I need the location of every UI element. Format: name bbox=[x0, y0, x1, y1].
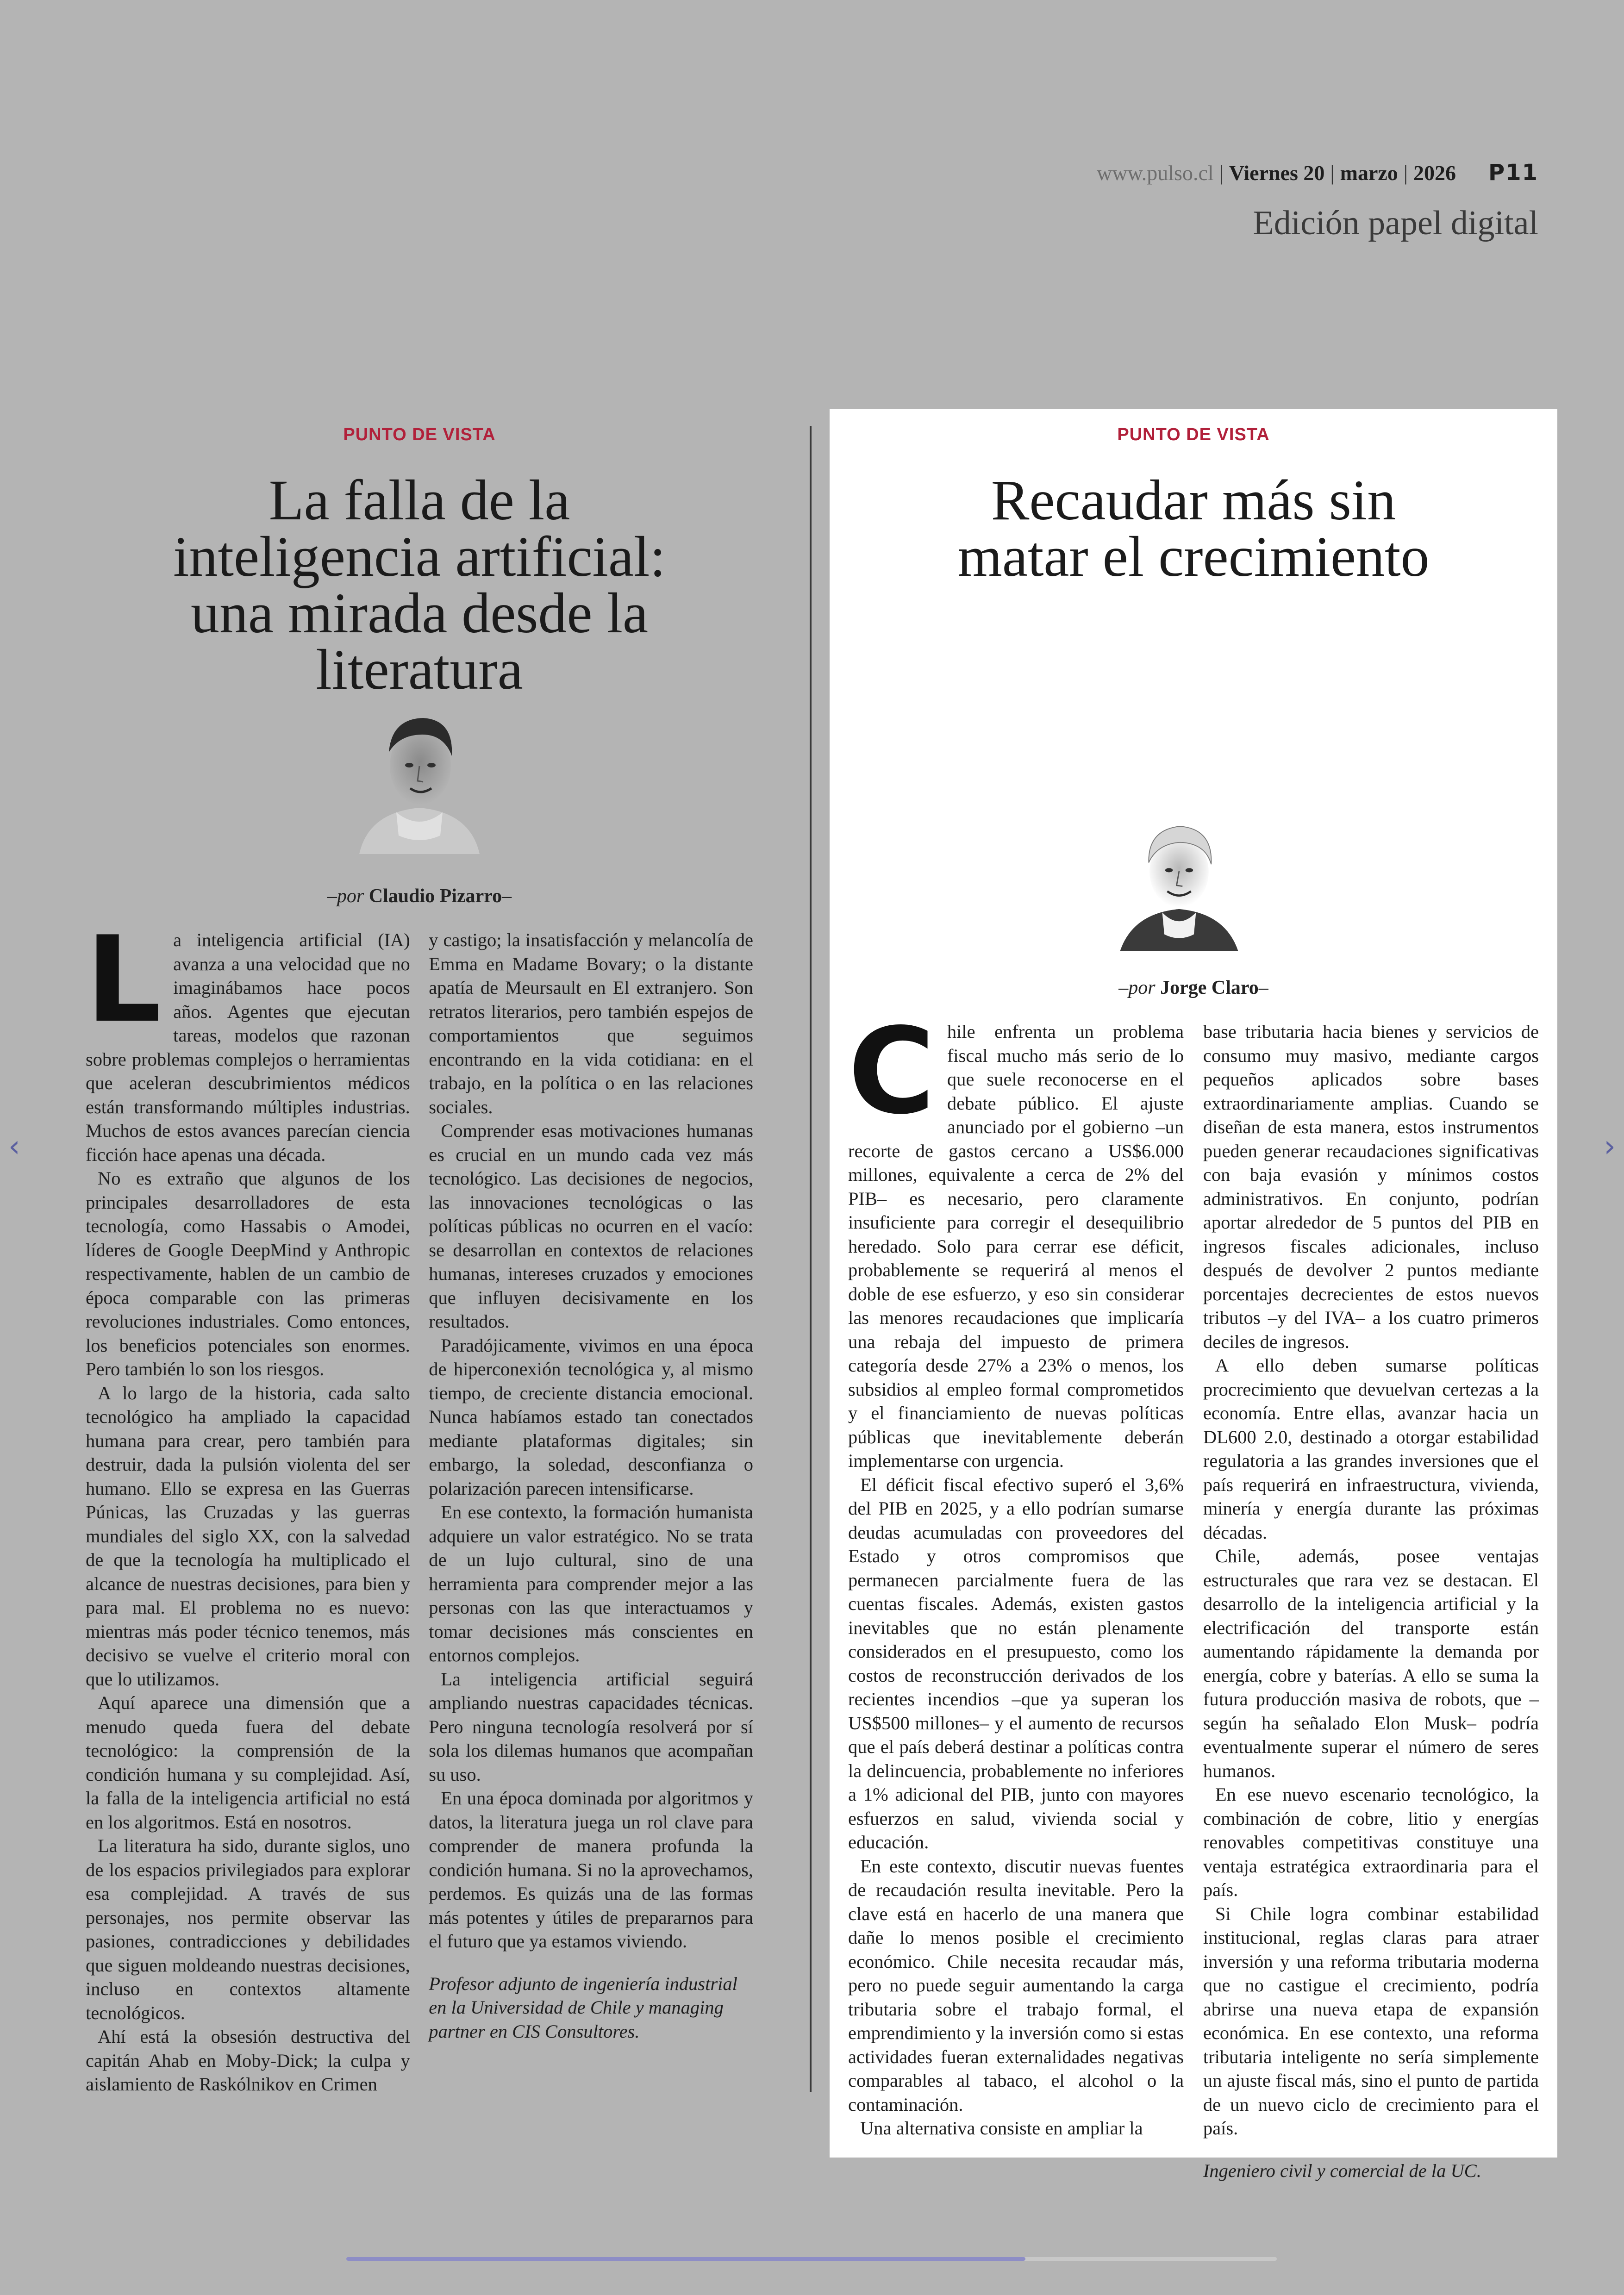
body-column-1 bbox=[848, 1003, 1184, 2183]
column-divider bbox=[810, 426, 812, 2092]
author-note: Ingeniero civil y comercial de la UC. bbox=[1203, 2160, 1481, 2181]
body-paragraph: Chile, además, posee ventajas estructurales que rara vez se destacan. El desarrollo de la inteligencia artificial y la electrificación del transporte están aumentando rápidamente la demanda por energía, cobre y baterías. A ello se suma la futura producción masiva de robots, que –según ha señalado Elon Musk– podría eventualmente superar el número de seres humanos. bbox=[1203, 1546, 1539, 1781]
article-right bbox=[848, 0, 1539, 2295]
author-portrait bbox=[1107, 808, 1251, 951]
article-headline: Recaudar más sin matar el crecimiento bbox=[957, 468, 1430, 588]
issue-month: marzo bbox=[1340, 161, 1398, 185]
body-paragraph: La literatura ha sido, durante siglos, uno de los espacios privilegiados para explorar esa complejidad. A través de sus personajes, nos permite observar las pasiones, contradicciones y debilidades que siguen moldeando nuestras decisiones, incluso en contextos altamente tecnológicos. bbox=[86, 1835, 410, 2023]
body-paragraph: En este contexto, discutir nuevas fuentes de recaudación resulta inevitable. Pero la clave está en hacerlo de una manera que dañe lo menos posible el crecimiento económico. Chile necesita recaudar más, pero no puede seguir aumentando la carga tributaria sobre el trabajo formal, el emprendimiento y la inversión como si estas actividades fueran externalidades negativas comparables al tabaco, el alcohol o la contaminación. bbox=[848, 1855, 1184, 2115]
body-column-2 bbox=[1203, 1020, 1539, 2183]
page-progress-fill bbox=[346, 2257, 1025, 2261]
byline-suffix: – bbox=[502, 886, 512, 907]
issue-day: Viernes 20 bbox=[1229, 161, 1325, 185]
body-paragraph: base tributaria hacia bienes y servicios de consumo muy masivo, mediante cargos pequeños aplicados sobre bases extraordinariamente amplias. Cuando se diseñan de esta manera, estos instrumentos pueden generar recaudaciones significativas con baja evasión y mínimos costos administrativos. En conjunto, podrían aportar alrededor de 5 puntos del PIB en ingresos fiscales adicionales, incluso después de devolver 2 puntos mediante porcentajes decrecientes de estos nuevos tributos –y del IVA– a los cuatro primeros deciles de ingresos. bbox=[1203, 1021, 1539, 1352]
masthead-separator: | bbox=[1403, 161, 1408, 185]
paragraph-text: a inteligencia artificial (IA) avanza a una velocidad que no imaginábamos hace pocos años. Agentes que ejecutan tareas, modelos que razonan sobre problemas complejos o herramientas que aceleran descubrimientos médicos están transformando múltiples industrias. Muchos de estos avances parecían ciencia ficción hace apenas una década. bbox=[86, 929, 410, 1165]
body-paragraph: No es extraño que algunos de los principales desarrolladores de esta tecnología, como Hassabis o Amodei, líderes de Google DeepMind y Anthropic respectivamente, hablen de un cambio de época comparable con las primeras revoluciones industriales. Como entonces, los beneficios potenciales son enormes. Pero también lo son los riesgos. bbox=[86, 1168, 410, 1379]
author-portrait bbox=[341, 697, 498, 854]
body-paragraph bbox=[86, 911, 410, 1166]
masthead-separator: | bbox=[1330, 161, 1335, 185]
body-paragraph: El déficit fiscal efectivo superó el 3,6% del PIB en 2025, y a ello podrían sumarse deudas acumuladas con proveedores del Estado y otros compromisos que permanecen parcialmente fuera de las cuentas fiscales. Además, existen gastos inevitables que no están plenamente considerados en el presupuesto, como los costos de reconstrucción derivados de los recientes incendios –que ya superan los US$500 millones– y el aumento de recursos que el país deberá destinar a políticas contra la delincuencia, probablemente no inferiores a 1% adicional del PIB, junto con mayores esfuerzos en salud, vivienda social y educación. bbox=[848, 1474, 1184, 1852]
body-paragraph: Comprender esas motivaciones humanas es crucial en un mundo cada vez más tecnológico. Las decisiones de negocios, las innovaciones tecnológicas o las políticas públicas no ocurren en el vacío: se desarrollan en contextos de relaciones humanas, intereses cruzados y emociones que influyen decisivamente en los resultados. bbox=[429, 1120, 753, 1332]
drop-cap: L bbox=[86, 911, 162, 1049]
masthead-separator: | bbox=[1219, 161, 1224, 185]
article-left bbox=[86, 0, 753, 2295]
byline-prefix: –por bbox=[1118, 977, 1161, 998]
body-paragraph: y castigo; la insatisfacción y melancolía de Emma en Madame Bovary; o la distante apatía de Meursault en El extranjero. Son retratos literarios, pero también espejos de comportamientos que seguimos encontrando en la vida cotidiana: en el trabajo, en la política o en las relaciones sociales. bbox=[429, 929, 753, 1117]
body-column-1 bbox=[86, 911, 410, 2096]
body-paragraph: En ese nuevo escenario tecnológico, la combinación de cobre, litio y energías renovables competitivas constituye una ventaja estratégica extraordinaria para el país. bbox=[1203, 1784, 1539, 1900]
body-paragraph: Una alternativa consiste en ampliar la bbox=[860, 2118, 1143, 2139]
body-paragraph: La inteligencia artificial seguirá ampliando nuestras capacidades técnicas. Pero ninguna tecnología resolverá por sí sola los dilemas humanos que acompañan su uso. bbox=[429, 1668, 753, 1785]
article-headline: La falla de la inteligencia artificial: una mirada desde la literatura bbox=[173, 468, 666, 701]
chevron-left-icon[interactable]: ‹ bbox=[8, 1129, 20, 1164]
page-progress-bar[interactable] bbox=[346, 2257, 1277, 2261]
body-column-2 bbox=[429, 928, 753, 2096]
author-byline bbox=[848, 977, 1539, 999]
body-paragraph: Ahí está la obsesión destructiva del capitán Ahab en Moby-Dick; la culpa y aislamiento de Raskólnikov en Crimen bbox=[86, 2026, 410, 2095]
author-name: Claudio Pizarro bbox=[369, 886, 502, 907]
body-paragraph: En ese contexto, la formación humanista adquiere un valor estratégico. No se trata de un lujo cultural, sino de una herramienta para comprender mejor a las personas con las que interactuamos y tomar decisiones más conscientes en entornos complejos. bbox=[429, 1502, 753, 1665]
article-body bbox=[86, 911, 753, 2096]
byline-prefix: –por bbox=[327, 886, 369, 907]
paragraph-text: hile enfrenta un problema fiscal mucho más serio de lo que suele reconocerse en el debate público. El ajuste anunciado por el gobierno –un recorte de gastos cercano a US$6.000 millones, equivalente a cerca de 2% del PIB– es necesario, pero claramente insuficiente para corregir el desequilibrio heredado. Solo para cerrar ese déficit, probablemente se requerirá al menos el doble de ese esfuerzo, y eso sin considerar las menores recaudaciones que implicaría una rebaja del impuesto de primera categoría desde 27% a 23% o menos, los subsidios al empleo formal comprometidos y el financiamiento de nuevas políticas públicas que inevitablemente deberán implementarse con urgencia. bbox=[848, 1021, 1184, 1471]
site-url[interactable]: www.pulso.cl bbox=[1097, 161, 1214, 185]
author-note: Profesor adjunto de ingeniería industrial en la Universidad de Chile y managing partner en CIS Consultores. bbox=[429, 1973, 737, 2042]
body-paragraph bbox=[848, 1003, 1184, 1473]
section-kicker: PUNTO DE VISTA bbox=[343, 425, 496, 444]
drop-cap: C bbox=[848, 1003, 935, 1141]
body-paragraph: A ello deben sumarse políticas procrecimiento que devuelvan certezas a la economía. Entre ellas, avanzar hacia un DL600 2.0, destinado a otorgar estabilidad regulatoria a las grandes inversiones que el país requerirá en infraestructura, vivienda, minería y energía durante las próximas décadas. bbox=[1203, 1355, 1539, 1543]
chevron-right-icon[interactable]: › bbox=[1604, 1129, 1616, 1164]
issue-year: 2026 bbox=[1413, 161, 1456, 185]
author-name: Jorge Claro bbox=[1160, 977, 1259, 998]
section-kicker: PUNTO DE VISTA bbox=[1117, 425, 1270, 444]
body-paragraph: Paradójicamente, vivimos en una época de hiperconexión tecnológica y, al mismo tiempo, de creciente distancia emocional. Nunca habíamos estado tan conectados mediante plataformas digitales; sin embargo, la soledad, desconfianza o polarización parecen intensificarse. bbox=[429, 1335, 753, 1499]
byline-suffix: – bbox=[1258, 977, 1268, 998]
body-paragraph: En una época dominada por algoritmos y datos, la literatura juega un rol clave para comprender de manera profunda la condición humana. Si no la aprovechamos, perdemos. Es quizás una de las formas más potentes y útiles de prepararnos para el futuro que ya estamos viviendo. bbox=[429, 1788, 753, 1952]
author-byline bbox=[86, 885, 753, 907]
edition-label: Edición papel digital bbox=[1253, 204, 1538, 242]
body-paragraph: A lo largo de la historia, cada salto tecnológico ha ampliado la capacidad humana para crear, pero también para destruir, dada la pulsión violenta del ser humano. Ello se expresa en las Guerras Púnicas, las Cruzadas y las guerras mundiales del siglo XX, con la salvedad de que la tecnología ha multiplicado el alcance de nuestras decisiones, para bien y para mal. El problema no es nuevo: mientras más poder técnico tenemos, más decisivo se vuelve el criterio moral con que lo utilizamos. bbox=[86, 1382, 410, 1690]
body-paragraph: Si Chile logra combinar estabilidad institucional, reglas claras para atraer inversión y una reforma tributaria moderna que no castigue el crecimiento, podría abrirse una nueva etapa de expansión económica. En ese contexto, una reforma tributaria inteligente no sería simplemente un ajuste fiscal más, sino el punto de partida de un nuevo ciclo de crecimiento para el país. bbox=[1203, 1903, 1539, 2139]
article-body bbox=[848, 1003, 1539, 2183]
page-number: P11 bbox=[1488, 160, 1538, 186]
body-paragraph: Aquí aparece una dimensión que a menudo queda fuera del debate tecnológico: la comprensión de la condición humana y su complejidad. Así, la falla de la inteligencia artificial no está en los algoritmos. Está en nosotros. bbox=[86, 1692, 410, 1833]
